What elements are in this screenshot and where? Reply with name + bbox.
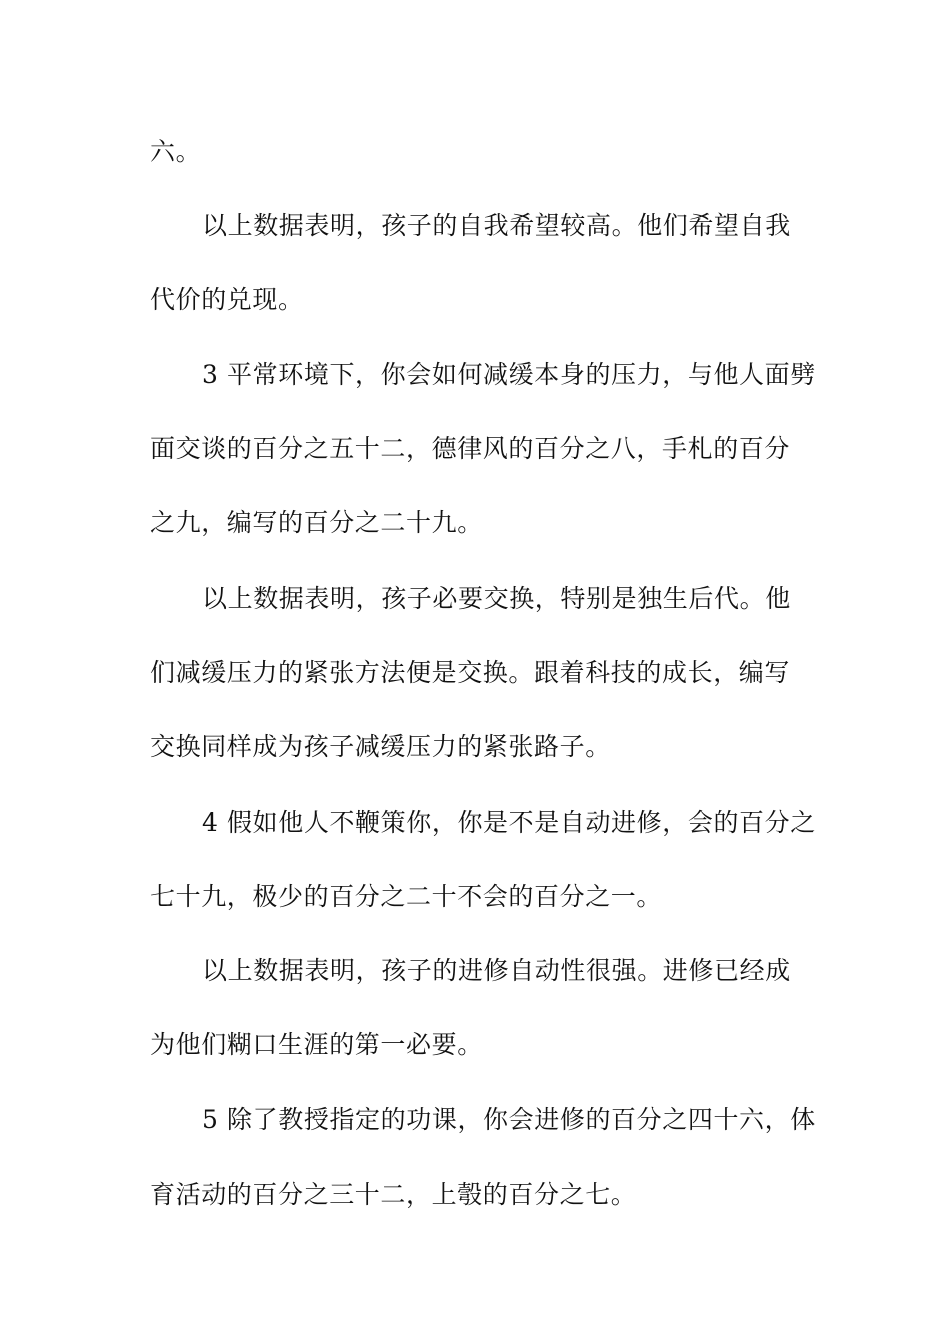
text-line: 七十九，极少的百分之二十不会的百分之一。 — [150, 882, 663, 911]
text-line: 之九，编写的百分之二十九。 — [150, 508, 483, 537]
text-line: 3 平常环境下，你会如何减缓本身的压力，与他人面劈 — [202, 360, 816, 389]
text-line: 交换同样成为孩子减缓压力的紧张路子。 — [150, 732, 611, 761]
text-line: 面交谈的百分之五十二，德律风的百分之八，手札的百分 — [150, 434, 791, 463]
text-line: 以上数据表明，孩子的进修自动性很强。进修已经成 — [202, 956, 791, 985]
text-line: 六。 — [150, 137, 202, 166]
text-line: 5 除了教授指定的功课，你会进修的百分之四十六，体 — [202, 1105, 816, 1134]
text-line: 们减缓压力的紧张方法便是交换。跟着科技的成长，编写 — [150, 658, 791, 687]
text-line: 为他们糊口生涯的第一必要。 — [150, 1030, 483, 1059]
text-line: 4 假如他人不鞭策你，你是不是自动进修，会的百分之 — [202, 808, 816, 837]
text-line: 以上数据表明，孩子必要交换，特别是独生后代。他 — [202, 584, 791, 613]
text-line: 以上数据表明，孩子的自我希望较高。他们希望自我 — [202, 211, 791, 240]
text-line: 代价的兑现。 — [150, 285, 304, 314]
text-line: 育活动的百分之三十二，上彀的百分之七。 — [150, 1180, 637, 1209]
